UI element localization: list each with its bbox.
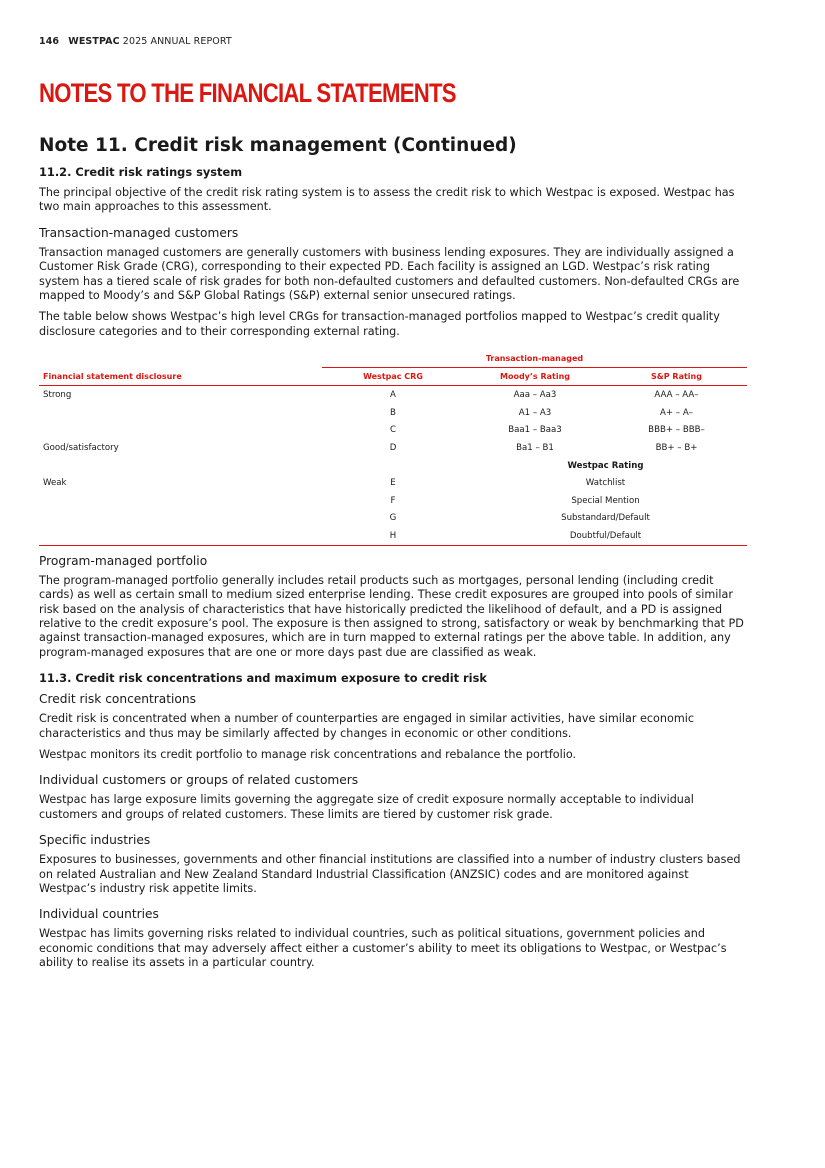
section-title: NOTES TO THE FINANCIAL STATEMENTS	[39, 78, 456, 108]
subsection-title-11-3: 11.3. Credit risk concentrations and maximum exposure to credit risk	[39, 671, 487, 686]
paragraph: The principal objective of the credit risk rating system is to assess the credit risk to which Westpac is exposed. Westpac has two main approaches to this assessment.	[39, 186, 735, 214]
table-cell	[39, 510, 322, 528]
report-name: 2025 ANNUAL REPORT	[122, 36, 232, 47]
table-cell: F	[390, 495, 396, 506]
westpac-rating-label: Westpac Rating	[567, 460, 644, 471]
table-row	[39, 386, 747, 404]
crg-table	[39, 349, 747, 546]
column-header: Financial statement disclosure	[39, 367, 322, 386]
table-cell: BBB+ – BBB–	[648, 425, 705, 436]
paragraph: The table below shows Westpac’s high level CRGs for transaction-managed portfolios mapped to Westpac’s credit quality disclosure categories and to their corresponding external rating.	[39, 310, 720, 338]
paragraph: The program-managed portfolio generally includes retail products such as mortgages, personal lending (including credit cards) as well as certain small to medium sized enterprise lending. These credit exposures are grouped into pools of similar risk based on the analysis of characteristics that have historically predicted the likelihood of default, and a PD is assigned relative to the credit exposure’s pool. The exposure is then assigned to strong, satisfactory or weak by benchmarking that PD against transaction-managed exposures, which are in turn mapped to external ratings per the above table. In addition, any program-managed exposures that are one or more days past due are classified as weak.	[39, 573, 744, 659]
page-header	[39, 36, 232, 47]
table-cell	[39, 492, 322, 510]
heading-credit-risk-concentrations: Credit risk concentrations	[39, 692, 196, 707]
paragraph: Westpac monitors its credit portfolio to manage risk concentrations and rebalance the portfolio.	[39, 748, 577, 762]
table-row	[39, 404, 747, 422]
table-cell: A1 – A3	[518, 407, 552, 418]
table-cell: AAA – AA–	[654, 390, 699, 401]
table-cell	[39, 527, 322, 545]
heading-program-managed: Program-managed portfolio	[39, 553, 208, 568]
column-header: Moody’s Rating	[464, 367, 606, 386]
paragraph: Westpac has limits governing risks related to individual countries, such as political situations, government policies and economic conditions that may adversely affect either a customer’s ability to meet its obligations to Westpac, or Westpac’s ability to realise its assets in a particular country.	[39, 927, 727, 970]
table-header-row	[39, 367, 747, 386]
table-row	[39, 474, 747, 492]
table-row	[39, 527, 747, 545]
table-cell: Strong	[43, 390, 72, 401]
table-cell	[39, 422, 322, 440]
heading-specific-industries: Specific industries	[39, 833, 151, 848]
table-cell: Special Mention	[571, 495, 640, 506]
table-cell: Weak	[43, 478, 67, 489]
table-cell: A	[390, 390, 396, 401]
table-subheader-row	[39, 457, 747, 475]
paragraph: Credit risk is concentrated when a number of counterparties are engaged in similar activities, have similar economic characteristics and thus may be similarly affected by changes in economic or other conditions.	[39, 712, 694, 740]
table-row	[39, 422, 747, 440]
table-cell: E	[390, 478, 396, 489]
table-cell: A+ – A–	[659, 407, 693, 418]
table-cell: Watchlist	[585, 478, 626, 489]
table-cell: Good/satisfactory	[43, 443, 119, 454]
column-header: Westpac CRG	[322, 367, 464, 386]
table-cell: Aaa – Aa3	[513, 390, 557, 401]
table-cell: Baa1 – Baa3	[508, 425, 562, 436]
brand-name: WESTPAC	[68, 36, 120, 47]
main-content	[39, 135, 747, 978]
paragraph: Westpac has large exposure limits governing the aggregate size of credit exposure normally acceptable to individual customers and groups of related customers. These limits are tiered by customer risk grade.	[39, 793, 694, 821]
table-cell: Substandard/Default	[561, 513, 650, 524]
table-cell: D	[389, 443, 397, 454]
table-cell: C	[389, 425, 396, 436]
paragraph: Transaction managed customers are generally customers with business lending exposures. They are individually assigned a Customer Risk Grade (CRG), corresponding to their expected PD. Each facility is assigned an LGD. Westpac’s risk rating system has a tiered scale of risk grades for both non-defaulted customers and defaulted customers. Non-defaulted CRGs are mapped to Moody’s and S&P Global Ratings (S&P) external senior unsecured ratings.	[39, 245, 740, 303]
table-cell: Doubtful/Default	[464, 527, 747, 545]
page-number: 146	[39, 36, 60, 47]
note-title: Note 11. Credit risk management (Continued)	[39, 135, 517, 156]
column-header: S&P Rating	[606, 367, 747, 386]
table-row	[39, 492, 747, 510]
subsection-title-11-2: 11.2. Credit risk ratings system	[39, 165, 243, 179]
table-cell: BB+ – B+	[655, 443, 698, 454]
heading-individual-customers: Individual customers or groups of related customers	[39, 773, 359, 788]
heading-individual-countries: Individual countries	[39, 907, 159, 922]
table-row	[39, 439, 747, 457]
table-cell	[39, 404, 322, 422]
table-group-header-row	[39, 349, 747, 367]
group-header: Transaction-managed	[322, 349, 747, 367]
table-cell: H	[322, 527, 464, 545]
table-cell: B	[390, 407, 396, 418]
heading-transaction-managed: Transaction-managed customers	[39, 225, 239, 240]
table-cell: G	[389, 513, 397, 524]
table-row	[39, 510, 747, 528]
paragraph: Exposures to businesses, governments and other financial institutions are classified into a number of industry clusters based on related Australian and New Zealand Standard Industrial Classification (ANZSIC) codes and are monitored against Westpac’s industry risk appetite limits.	[39, 853, 741, 896]
table-cell: Ba1 – B1	[516, 443, 554, 454]
